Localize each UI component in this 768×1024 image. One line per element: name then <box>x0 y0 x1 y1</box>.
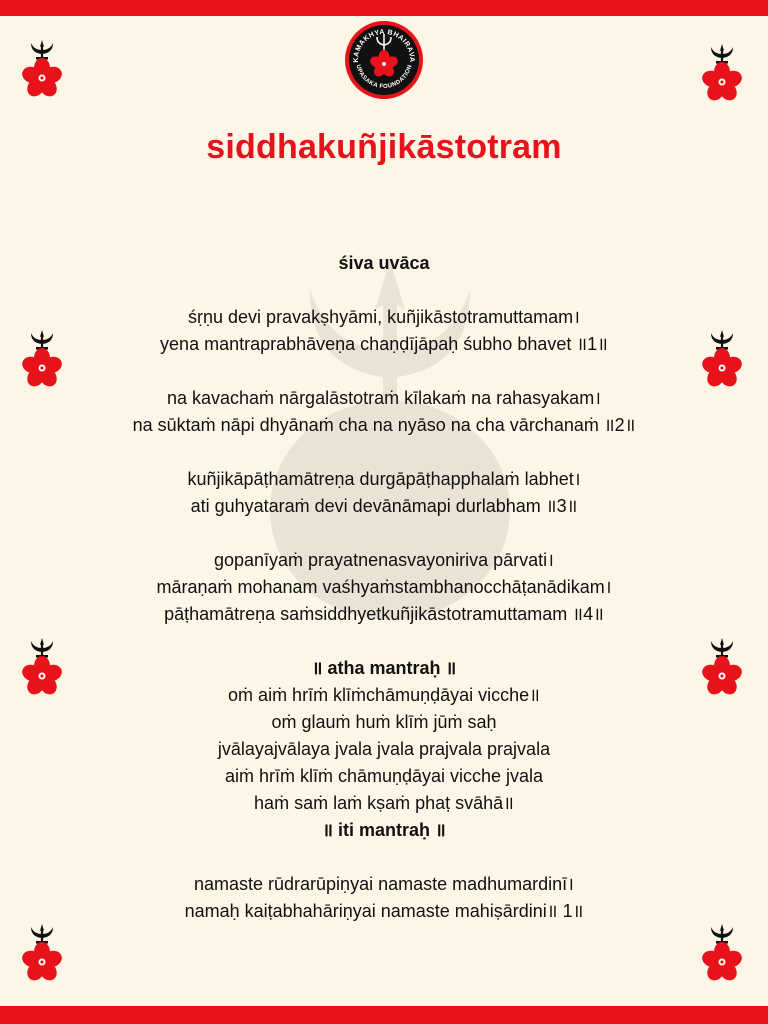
mantra-line: haṁ saṁ laṁ kṣaṁ phaṭ svāhā॥ <box>254 793 514 813</box>
verse-line: śṛṇu devi pravakṣhyāmi, kuñjikāstotramuttamam। <box>188 307 580 327</box>
stotram-body <box>0 250 768 925</box>
mantra-open: ॥ atha mantraḥ ॥ <box>311 658 457 678</box>
top-border-bar <box>0 0 768 16</box>
verse-line: na sūktaṁ nāpi dhyānaṁ cha na nyāso na cha vārchanaṁ ॥2॥ <box>132 415 636 435</box>
svg-text:UPASAKA FOUNDATION: UPASAKA FOUNDATION <box>354 64 414 91</box>
mantra-line: oṁ aiṁ hrīṁ klīṁchāmuṇḍāyai vicche॥ <box>228 685 540 705</box>
trishul-hibiscus-icon <box>702 922 742 984</box>
verse-line: na kavachaṁ nārgalāstotraṁ kīlakaṁ na rahasyakam। <box>166 388 602 408</box>
mantra-line: jvālayajvālaya jvala jvala prajvala prajvala <box>217 739 551 759</box>
trishul-hibiscus-icon <box>22 38 62 100</box>
page-title: siddhakuñjikāstotram <box>206 128 562 166</box>
verse-line: yena mantraprabhāveṇa chaṇḍījāpaḥ śubho bhavet ॥1॥ <box>160 334 608 354</box>
mantra-line: aiṁ hrīṁ klīṁ chāmuṇḍāyai vicche jvala <box>224 766 544 786</box>
verse-line: ati guhyataraṁ devi devānāmapi durlabham ॥3॥ <box>190 496 578 516</box>
verse-line: māraṇaṁ mohanam vaśhyaṁstambhanocchāṭanādikam। <box>156 577 612 597</box>
verse-line: kuñjikāpāṭhamātreṇa durgāpāṭhapphalaṁ labhet। <box>187 469 581 489</box>
mantra-line: oṁ glauṁ huṁ klīṁ jūṁ saḥ <box>271 712 497 732</box>
closing-line: namaste rūdrarūpiṇyai namaste madhumardinī। <box>193 874 574 894</box>
bottom-border-bar <box>0 1006 768 1024</box>
section-heading: śiva uvāca <box>338 253 430 273</box>
trishul-hibiscus-icon <box>702 42 742 104</box>
verse-line: pāṭhamātreṇa saṁsiddhyetkuñjikāstotramuttamam ॥4॥ <box>164 604 604 624</box>
mantra-close: ॥ iti mantraḥ ॥ <box>322 820 446 840</box>
closing-line: namaḥ kaiṭabhahāriṇyai namaste mahiṣārdini॥ 1॥ <box>184 901 584 921</box>
trishul-hibiscus-icon <box>22 922 62 984</box>
svg-text:KAMAKHYA BHAIRAVA: KAMAKHYA BHAIRAVA <box>352 28 416 63</box>
foundation-logo <box>344 20 424 100</box>
verse-line: gopanīyaṁ prayatnenasvayoniriva pārvati। <box>213 550 554 570</box>
